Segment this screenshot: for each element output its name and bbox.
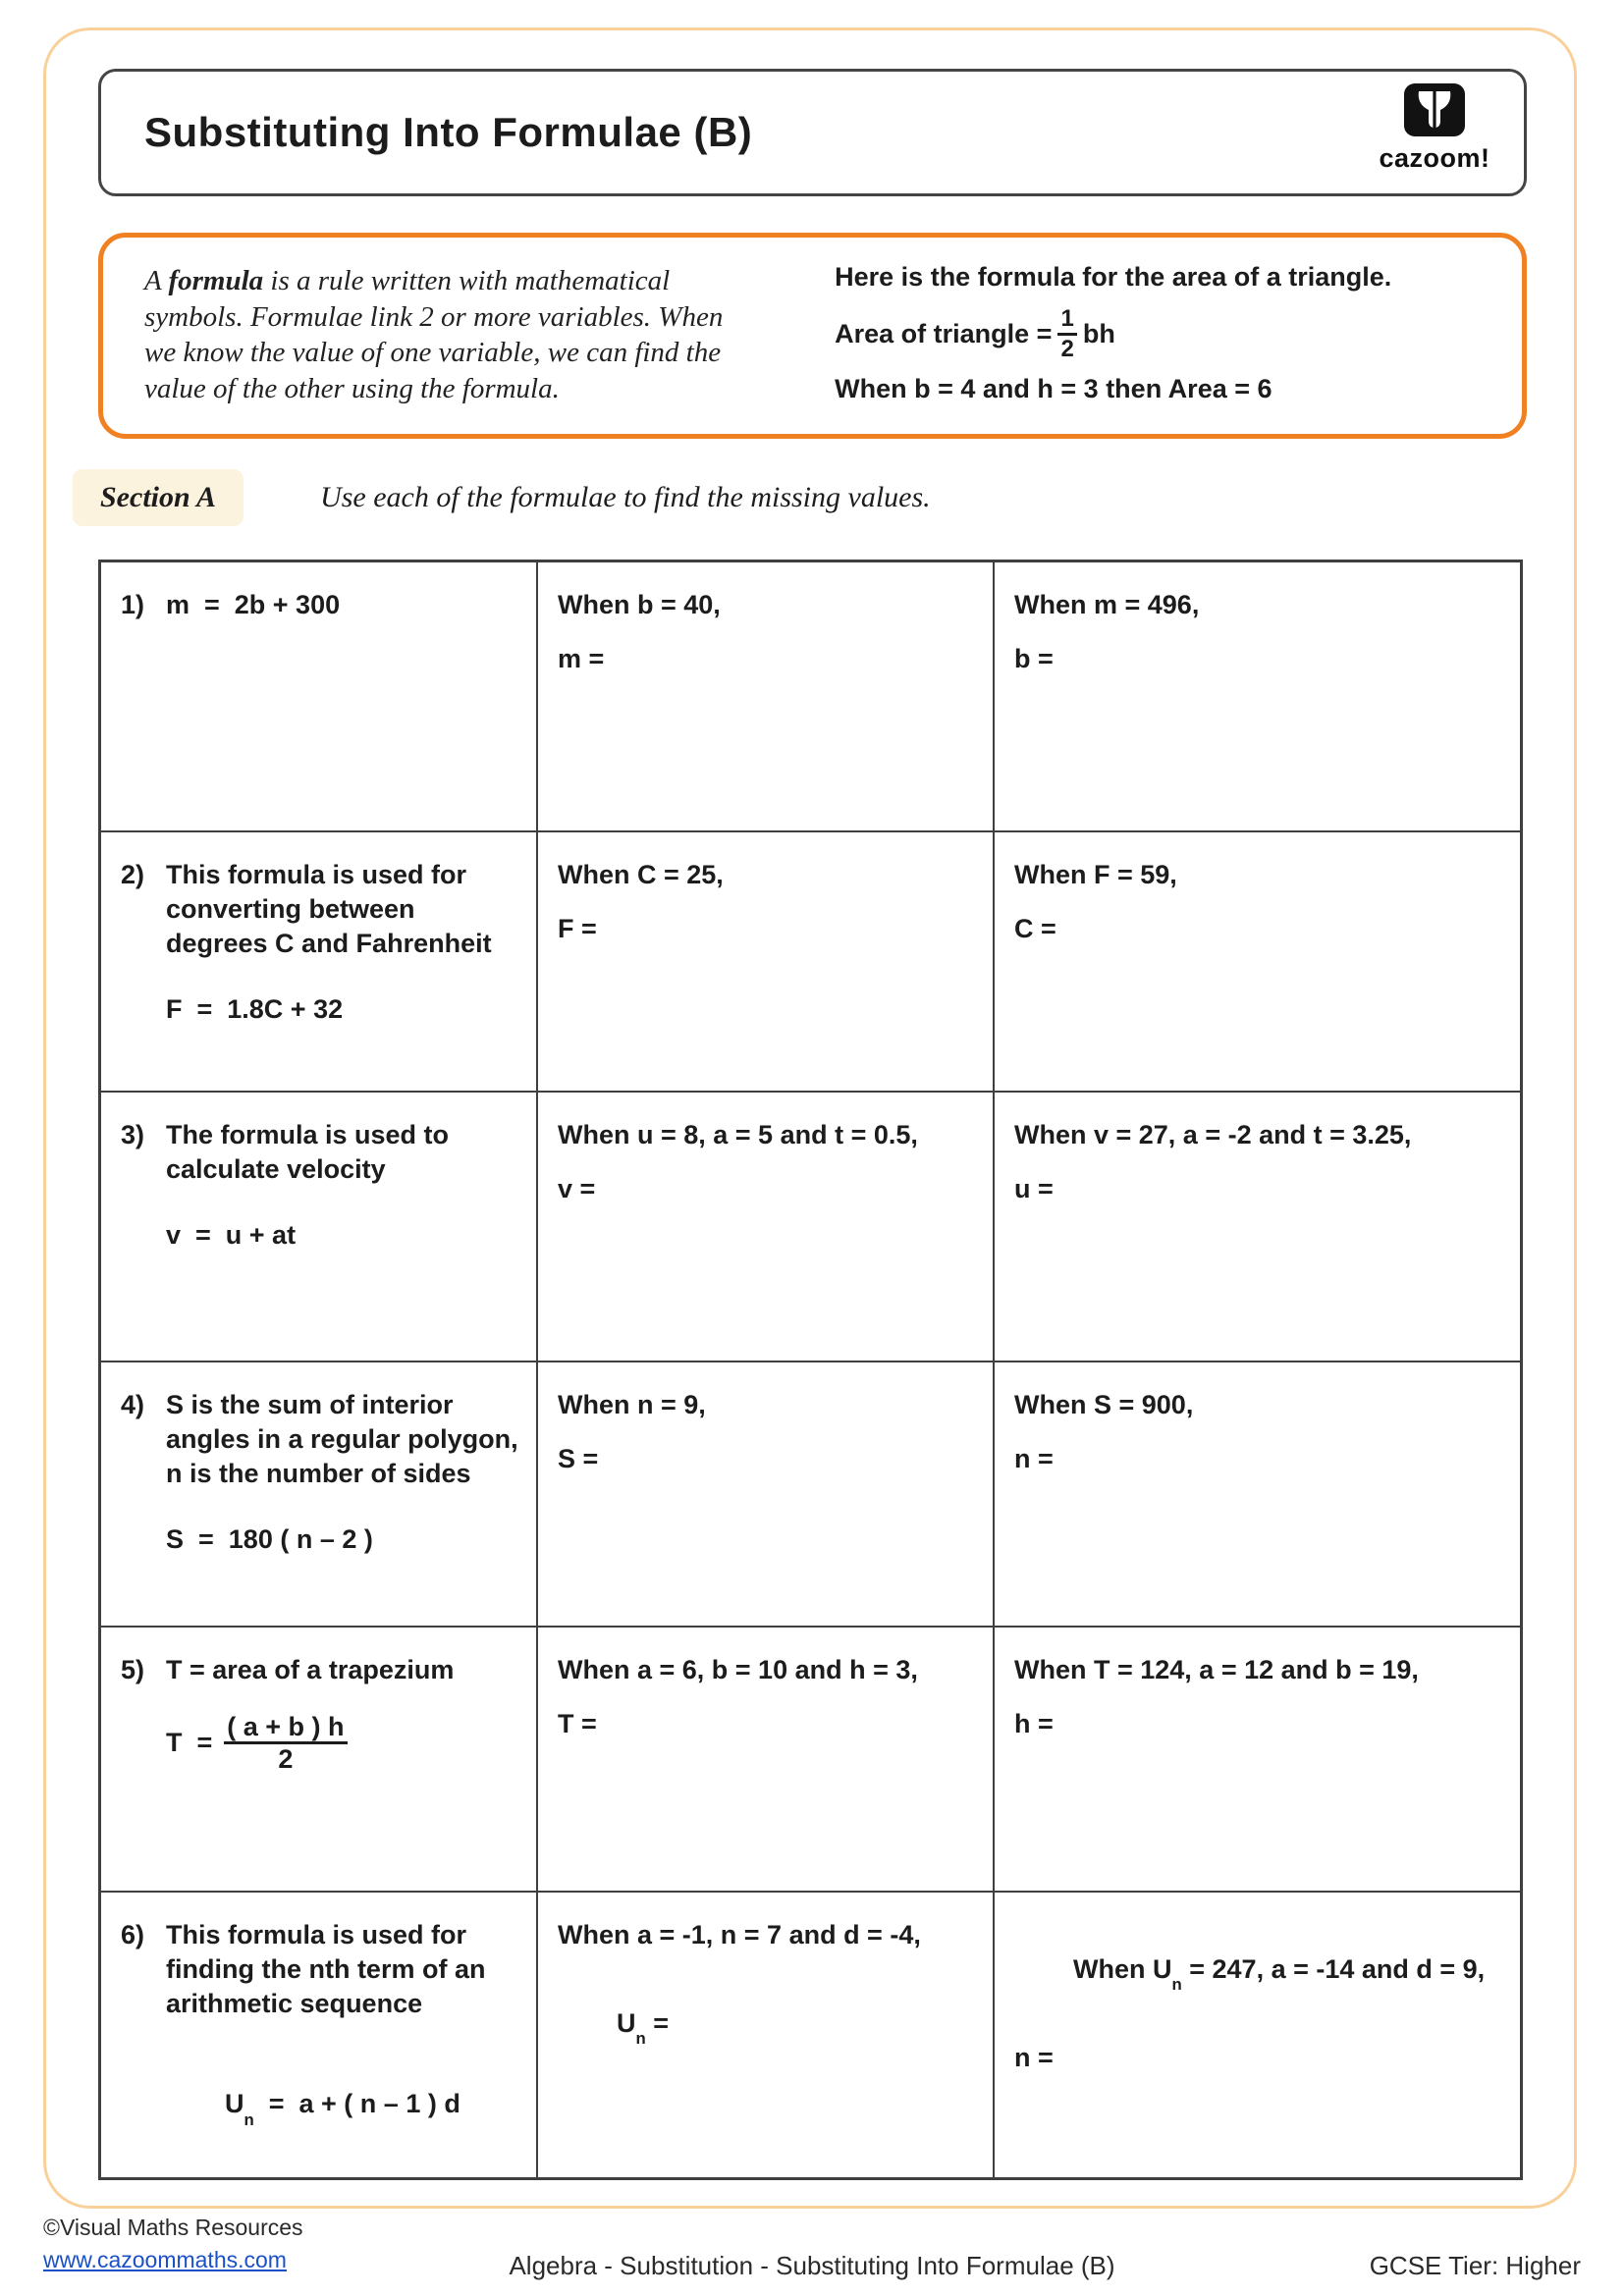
section-a [73, 469, 1526, 526]
q6-formula-rest: = a + ( n – 1 ) d [253, 2089, 460, 2119]
q5-given-b: When T = 124, a = 12 and b = 19, [1014, 1655, 1419, 1684]
q6-find-cell [995, 1893, 1520, 2177]
fraction-denominator: 2 [1060, 335, 1074, 362]
q2-given-a: When C = 25, [558, 860, 724, 889]
example-result-line: When b = 4 and h = 3 then Area = 6 [835, 373, 1272, 403]
definition-pre: A [144, 265, 169, 296]
q1-answer-prompt-b: b = [1014, 644, 1054, 674]
footer-left [43, 2215, 303, 2273]
q6-given-cell [538, 1893, 995, 2177]
q5-fraction-numerator: ( a + b ) h [224, 1713, 347, 1744]
header [98, 69, 1527, 196]
q6-given-b-pre: When U [1073, 1954, 1172, 1985]
q2-answer-prompt-a: F = [558, 914, 597, 944]
q4-answer-prompt-a: S = [558, 1444, 599, 1474]
q6-given-b [1014, 1918, 1502, 2021]
q6-given-b-rest: = 247, a = -14 and d = 9, [1181, 1954, 1486, 1985]
question-table [98, 560, 1523, 2180]
q6-given-b-subscript: n [1171, 1975, 1182, 1995]
q3-answer-prompt-b: u = [1014, 1174, 1054, 1204]
q4-formula: S = 180 ( n – 2 ) [166, 1524, 373, 1555]
copyright-text: ©Visual Maths Resources [43, 2215, 303, 2240]
q5-fraction [224, 1713, 347, 1774]
q1-number: 1) [121, 590, 145, 619]
fraction-numerator: 1 [1057, 306, 1076, 335]
q6-formula-cell [101, 1893, 538, 2177]
formula-definition-text [103, 238, 770, 434]
q5-formula-prefix: T = [166, 1728, 213, 1758]
section-a-instruction: Use each of the formulae to find the missing values. [320, 481, 931, 513]
cazoom-drum-icon [1371, 81, 1498, 143]
q2-given-b: When F = 59, [1014, 860, 1177, 889]
example-formula-post: bh [1082, 318, 1115, 348]
q2-answer-prompt-b: C = [1014, 914, 1056, 944]
cazoom-logo-text: cazoom! [1379, 143, 1490, 173]
cazoom-logo [1371, 81, 1498, 174]
example-formula-pre: Area of triangle = [835, 318, 1053, 348]
q5-description: T = area of a trapezium [166, 1655, 455, 1684]
q1-given-a: When b = 40, [558, 590, 721, 619]
q3-given-a: When u = 8, a = 5 and t = 0.5, [558, 1120, 918, 1149]
q1-given-b: When m = 496, [1014, 590, 1200, 619]
half-fraction [1057, 306, 1076, 360]
q6-answer-base: U [617, 2008, 636, 2039]
q5-given-a: When a = 6, b = 10 and h = 3, [558, 1655, 918, 1684]
q5-find-cell [995, 1628, 1520, 1893]
q5-number: 5) [121, 1655, 145, 1684]
example-intro-line: Here is the formula for the area of a triangle. [835, 262, 1392, 292]
q2-description: This formula is used for converting between degrees C and Fahrenheit [166, 860, 492, 959]
footer [43, 2215, 1581, 2283]
q1-formula: m = 2b + 300 [166, 590, 341, 619]
q2-number: 2) [121, 860, 145, 889]
q5-given-cell [538, 1628, 995, 1893]
q3-number: 3) [121, 1120, 145, 1149]
q6-answer-subscript: n [635, 2029, 646, 2049]
q3-formula-cell [101, 1093, 538, 1362]
website-link[interactable]: www.cazoommaths.com [43, 2247, 287, 2272]
q2-formula: F = 1.8C + 32 [166, 994, 344, 1025]
q6-answer-rest: = [645, 2008, 670, 2039]
tier-label: GCSE Tier: Higher [1369, 2251, 1581, 2280]
q6-formula-subscript: n [244, 2109, 254, 2129]
q3-given-b: When v = 27, a = -2 and t = 3.25, [1014, 1120, 1412, 1149]
q3-description: The formula is used to calculate velocity [166, 1120, 457, 1185]
definition-rest: is a rule written with mathematical symbols. Formulae link 2 or more variables. When we know the value of one variable, we can find the value of the other using the formula. [144, 265, 724, 404]
q4-answer-prompt-b: n = [1014, 1444, 1054, 1474]
definition-keyword: formula [168, 265, 264, 296]
q6-description: This formula is used for finding the nth term of an arithmetic sequence [166, 1920, 493, 2019]
q1-answer-prompt-a: m = [558, 644, 605, 674]
q1-formula-cell [101, 562, 538, 832]
q6-formula-base: U [225, 2089, 244, 2119]
q4-formula-cell [101, 1362, 538, 1628]
q6-given-a: When a = -1, n = 7 and d = -4, [558, 1920, 921, 1949]
q3-formula: v = u + at [166, 1220, 297, 1251]
footer-breadcrumb: Algebra - Substitution - Substituting Into Formulae (B) [509, 2251, 1115, 2280]
q6-answer-prompt-b: n = [1014, 2043, 1054, 2073]
q6-number: 6) [121, 1920, 145, 1949]
q4-description: S is the sum of interior angles in a regular polygon, n is the number of sides [166, 1390, 526, 1489]
page-title: Substituting Into Formulae (B) [144, 109, 753, 155]
q5-fraction-denominator: 2 [278, 1744, 294, 1775]
q4-given-cell [538, 1362, 995, 1628]
q2-formula-cell [101, 832, 538, 1093]
intro-box [98, 233, 1527, 439]
q3-given-cell [538, 1093, 995, 1362]
q5-formula-cell [101, 1628, 538, 1893]
q4-find-cell [995, 1362, 1520, 1628]
q2-find-cell [995, 832, 1520, 1093]
q5-answer-prompt-b: h = [1014, 1709, 1054, 1739]
q3-find-cell [995, 1093, 1520, 1362]
q5-formula [166, 1713, 518, 1774]
triangle-example [770, 238, 1522, 434]
q4-given-a: When n = 9, [558, 1390, 706, 1419]
q4-given-b: When S = 900, [1014, 1390, 1194, 1419]
q6-answer-prompt-a [558, 1972, 975, 2075]
section-a-label: Section A [73, 469, 244, 526]
q5-answer-prompt-a: T = [558, 1709, 597, 1739]
q1-given-cell [538, 562, 995, 832]
example-formula-line [835, 306, 1506, 360]
q6-formula [166, 2053, 518, 2156]
q2-given-cell [538, 832, 995, 1093]
q3-answer-prompt-a: v = [558, 1174, 596, 1204]
q4-number: 4) [121, 1390, 145, 1419]
q1-find-cell [995, 562, 1520, 832]
